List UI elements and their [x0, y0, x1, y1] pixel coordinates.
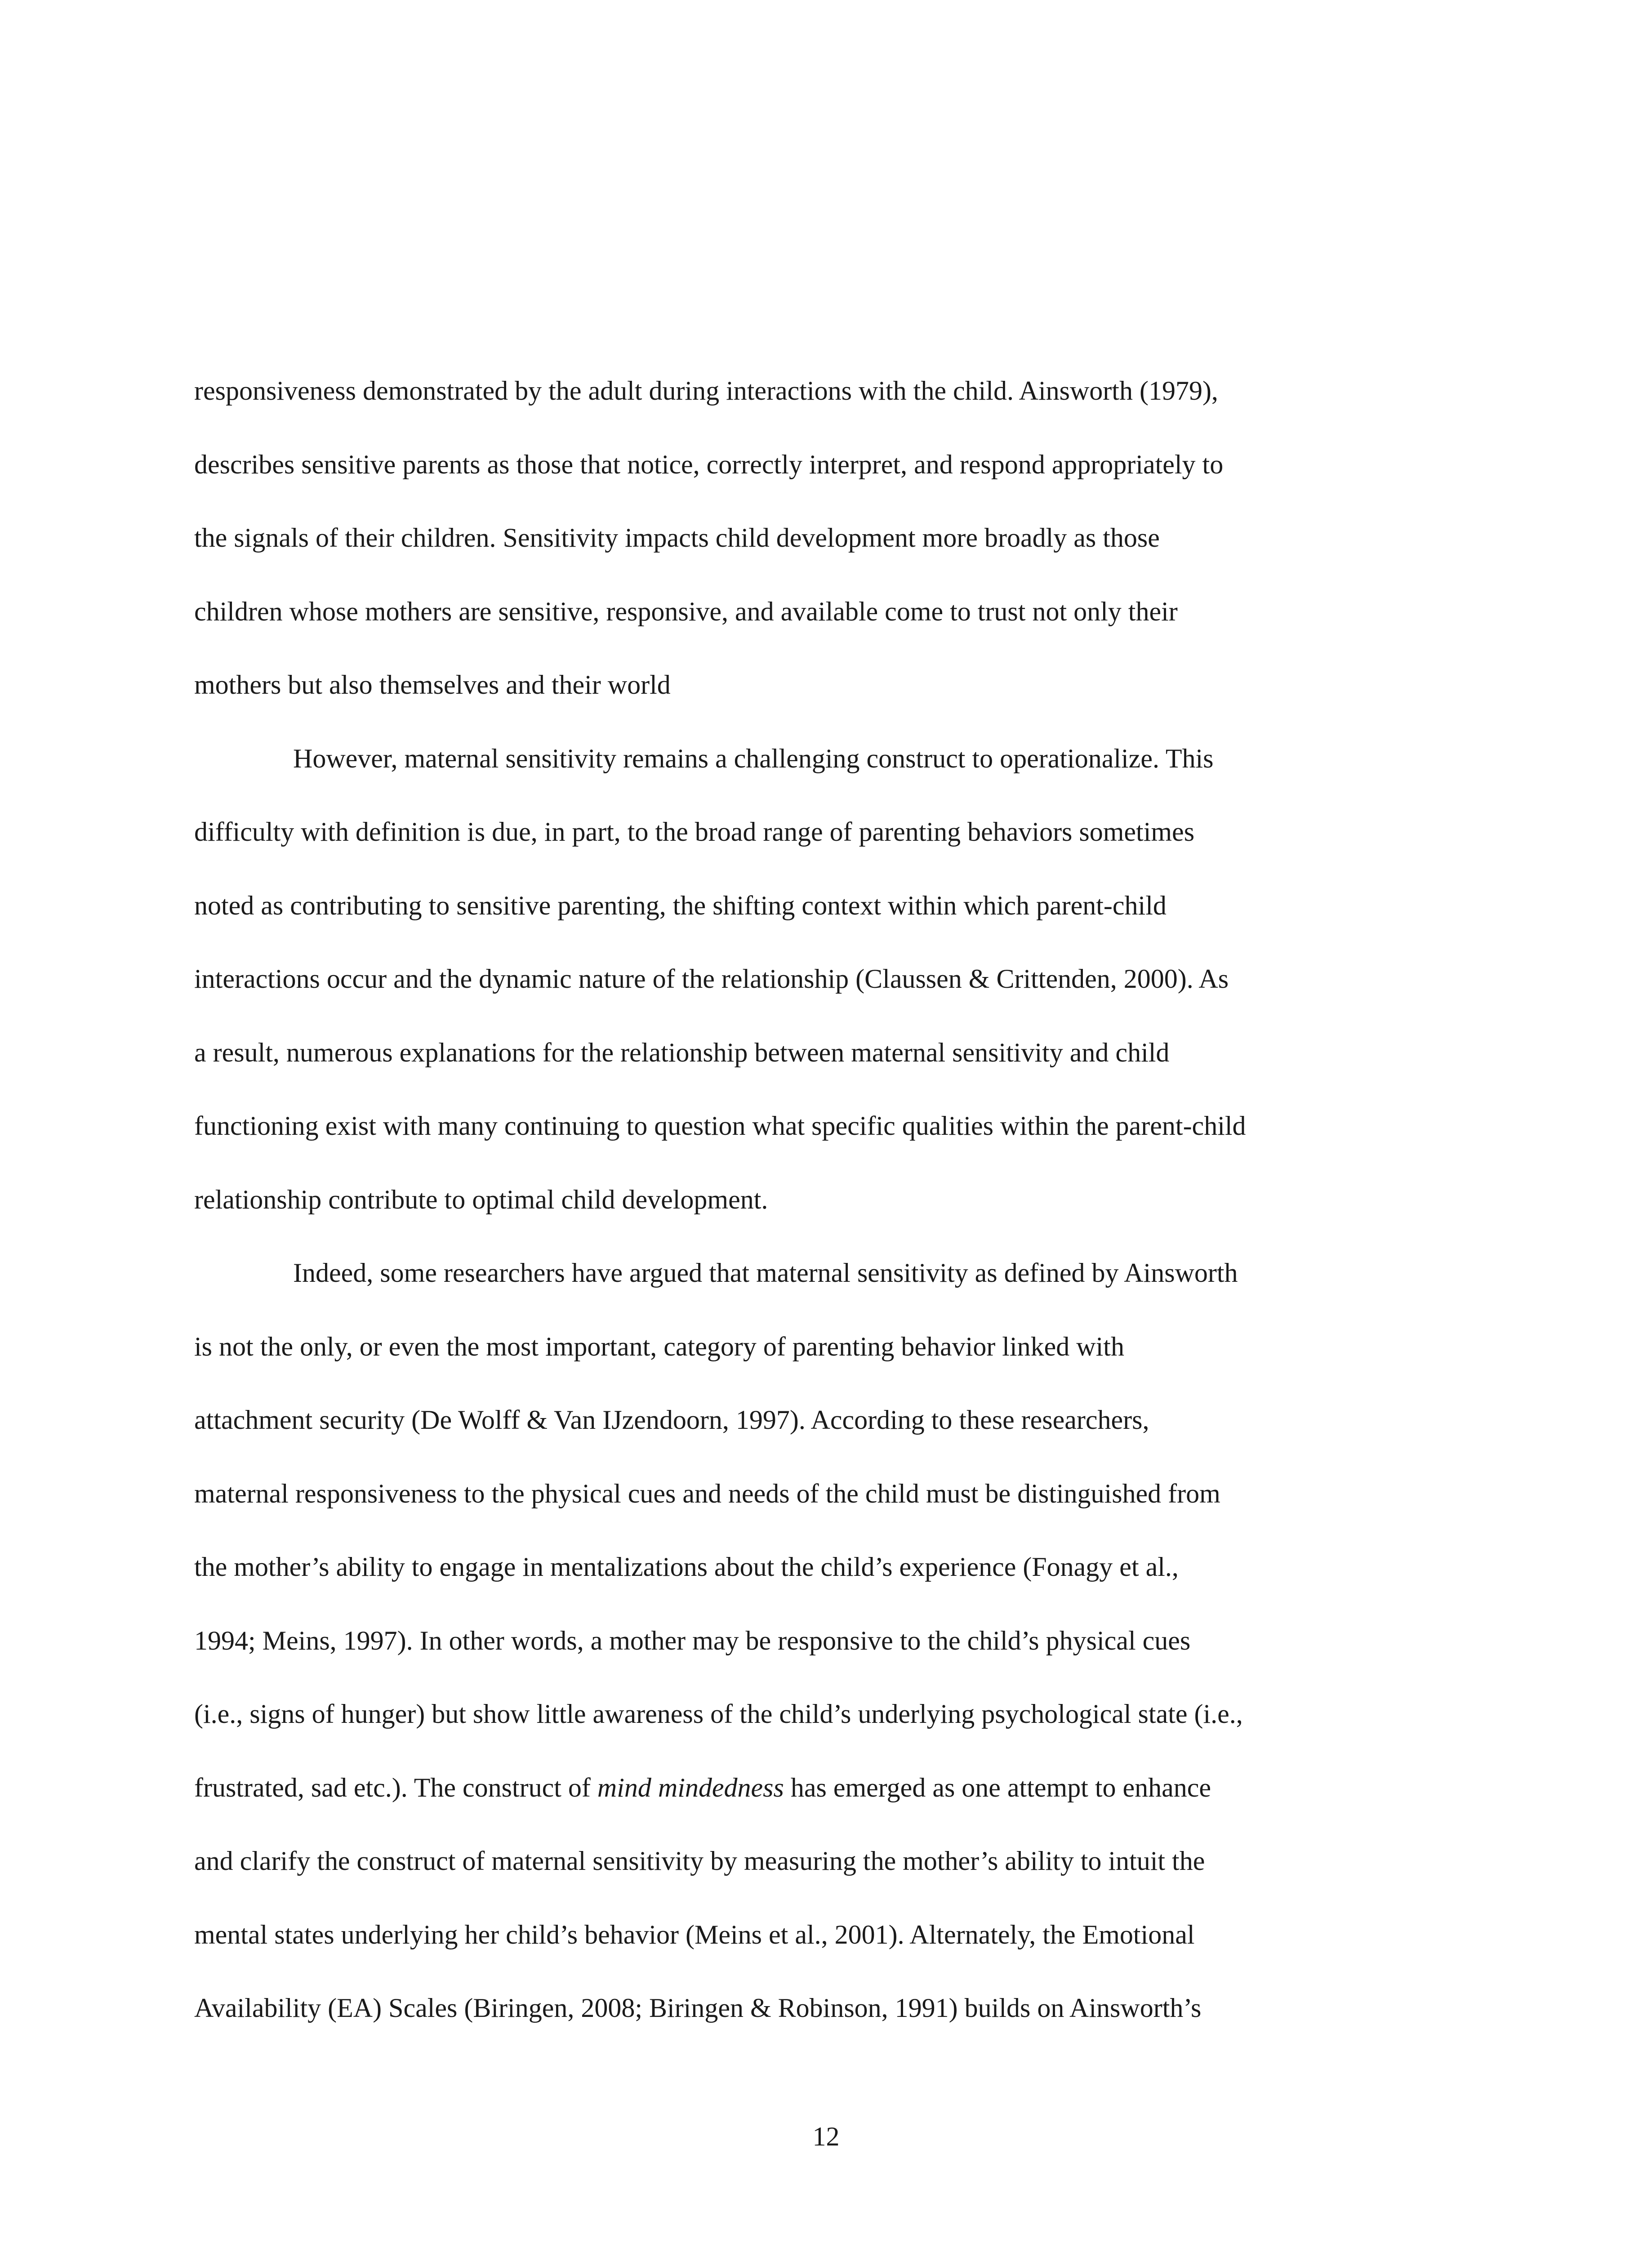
- text-line: functioning exist with many continuing to question what specific qualities within the parent-child: [194, 1111, 1246, 1141]
- text-line: interactions occur and the dynamic nature of the relationship (Claussen & Crittenden, 2000). As: [194, 964, 1229, 994]
- text-line: 1994; Meins, 1997). In other words, a mother may be responsive to the child’s physical cues: [194, 1625, 1191, 1655]
- text-segment: frustrated, sad etc.). The construct of: [194, 1772, 597, 1802]
- paragraph-first-line: However, maternal sensitivity remains a challenging construct to operationalize. This: [293, 743, 1214, 773]
- text-line: the signals of their children. Sensitivity impacts child development more broadly as those: [194, 523, 1160, 553]
- text-line: mental states underlying her child’s behavior (Meins et al., 2001). Alternately, the Emotional: [194, 1919, 1195, 1949]
- text-line: and clarify the construct of maternal sensitivity by measuring the mother’s ability to intuit the: [194, 1846, 1205, 1876]
- text-line: children whose mothers are sensitive, responsive, and available come to trust not only their: [194, 596, 1178, 626]
- text-line: difficulty with definition is due, in part, to the broad range of parenting behaviors sometimes: [194, 817, 1195, 847]
- text-line-with-italic: [194, 1751, 1458, 1825]
- text-line: the mother’s ability to engage in mentalizations about the child’s experience (Fonagy et al.,: [194, 1552, 1179, 1582]
- text-line: maternal responsiveness to the physical cues and needs of the child must be distinguished from: [194, 1478, 1220, 1508]
- italic-term: mind mindedness: [597, 1772, 784, 1802]
- text-line: a result, numerous explanations for the relationship between maternal sensitivity and child: [194, 1037, 1170, 1067]
- body-text: [194, 354, 1458, 2045]
- text-line: describes sensitive parents as those that notice, correctly interpret, and respond appropriately to: [194, 449, 1224, 479]
- text-line: noted as contributing to sensitive parenting, the shifting context within which parent-child: [194, 890, 1167, 920]
- text-line: is not the only, or even the most important, category of parenting behavior linked with: [194, 1331, 1124, 1361]
- text-line: mothers but also themselves and their world: [194, 670, 671, 700]
- text-line: responsiveness demonstrated by the adult during interactions with the child. Ainsworth (1979),: [194, 376, 1218, 406]
- text-line: relationship contribute to optimal child development.: [194, 1184, 768, 1214]
- text-line: Availability (EA) Scales (Biringen, 2008; Biringen & Robinson, 1991) builds on Ainsworth’s: [194, 1993, 1202, 2023]
- paragraph-first-line: Indeed, some researchers have argued that maternal sensitivity as defined by Ainsworth: [293, 1258, 1238, 1288]
- text-line: (i.e., signs of hunger) but show little awareness of the child’s underlying psychological state (i.e.,: [194, 1699, 1243, 1729]
- page-number: 12: [812, 2122, 840, 2151]
- text-segment: has emerged as one attempt to enhance: [784, 1772, 1211, 1802]
- text-line: attachment security (De Wolff & Van IJzendoorn, 1997). According to these researchers,: [194, 1405, 1149, 1435]
